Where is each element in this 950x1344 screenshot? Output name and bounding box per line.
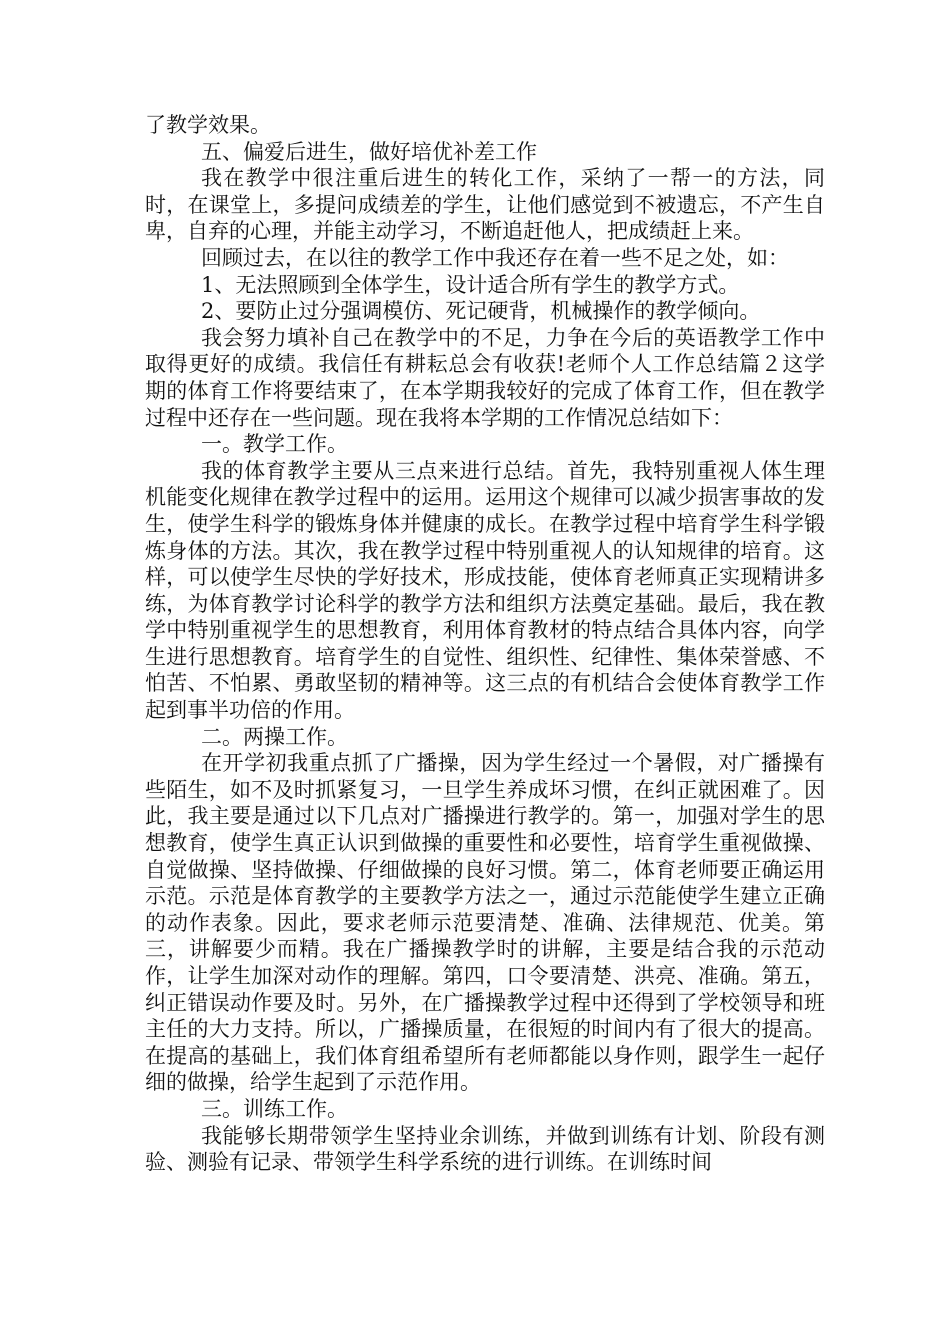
paragraph: 我能够长期带领学生坚持业余训练，并做到训练有计划、阶段有测验、测验有记录、带领学生科学系统的进行训练。在训练时间 <box>145 1123 825 1175</box>
paragraph: 了教学效果。 <box>145 113 271 137</box>
paragraph: 我的体育教学主要从三点来进行总结。首先，我特别重视人体生理机能变化规律在教学过程中的运用。运用这个规律可以减少损害事故的发生，使学生科学的锻炼身体并健康的成长。在教学过程中培育学生科学锻炼身体的方法。其次，我在教学过程中特别重视人的认知规律的培育。这样，可以使学生尽快的学好技术，形成技能，使体育老师真正实现精讲多练，为体育教学讨论科学的教学方法和组织方法奠定基础。最后，我在教学中特别重视学生的思想教育，利用体育教材的特点结合具体内容，向学生进行思想教育。培育学生的自觉性、组织性、纪律性、集体荣誉感、不怕苦、不怕累、勇敢坚韧的精神等。这三点的有机结合会使体育教学工作起到事半功倍的作用。 <box>145 458 825 723</box>
paragraph: 我在教学中很注重后进生的转化工作，采纳了一帮一的方法，同时，在课堂上，多提问成绩差的学生，让他们感觉到不被遗忘，不产生自卑，自弃的心理，并能主动学习，不断追赶他人，把成绩赶上来。 <box>145 166 825 244</box>
document-body <box>145 112 825 1176</box>
list-item: 1、无法照顾到全体学生，设计适合所有学生的教学方式。 <box>201 272 740 297</box>
section-heading-2: 二。两操工作。 <box>201 724 348 749</box>
list-item: 2、要防止过分强调模仿、死记硬背，机械操作的教学倾向。 <box>201 299 761 324</box>
paragraph: 回顾过去，在以往的教学工作中我还存在着一些不足之处，如： <box>201 245 789 270</box>
section-heading-5: 五、偏爱后进生，做好培优补差工作 <box>201 139 537 164</box>
section-heading-3: 三。训练工作。 <box>201 1096 348 1121</box>
paragraph: 我会努力填补自己在教学中的不足，力争在今后的英语教学工作中取得更好的成绩。我信任有耕耘总会有收获!老师个人工作总结篇２这学期的体育工作将要结束了，在本学期我较好的完成了体育工作，但在教学过程中还存在一些问题。现在我将本学期的工作情况总结如下： <box>145 325 825 430</box>
paragraph: 在开学初我重点抓了广播操，因为学生经过一个暑假，对广播操有些陌生，如不及时抓紧复习，一旦学生养成坏习惯，在纠正就困难了。因此，我主要是通过以下几点对广播操进行教学的。第一，加强对学生的思想教育，使学生真正认识到做操的重要性和必要性，培育学生重视做操、自觉做操、坚持做操、仔细做操的良好习惯。第二，体育老师要正确运用示范。示范是体育教学的主要教学方法之一，通过示范能使学生建立正确的动作表象。因此，要求老师示范要清楚、准确、法律规范、优美。第三，讲解要少而精。我在广播操教学时的讲解，主要是结合我的示范动作，让学生加深对动作的理解。第四，口令要清楚、洪亮、准确。第五，纠正错误动作要及时。另外，在广播操教学过程中还得到了学校领导和班主任的大力支持。所以，广播操质量，在很短的时间内有了很大的提高。在提高的基础上，我们体育组希望所有老师都能以身作则，跟学生一起仔细的做操，给学生起到了示范作用。 <box>145 751 825 1095</box>
section-heading-1: 一。教学工作。 <box>201 432 348 457</box>
